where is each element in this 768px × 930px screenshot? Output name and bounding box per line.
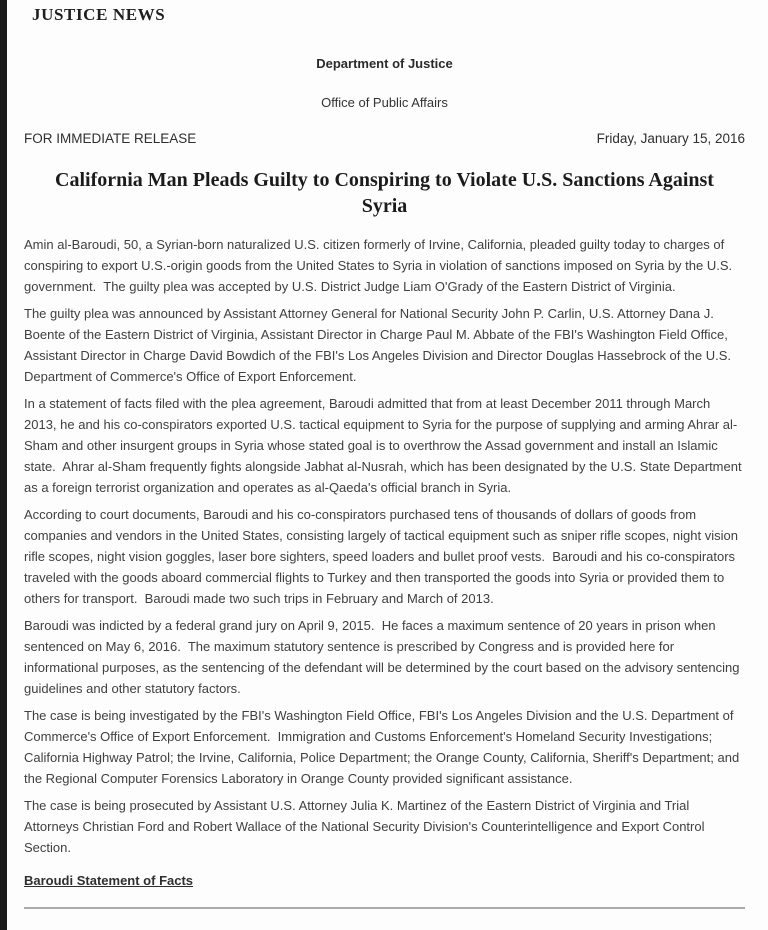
department-name: Department of Justice	[316, 56, 453, 71]
press-release-paragraph: Baroudi was indicted by a federal grand jury on April 9, 2015. He faces a maximum sentence of 20 years in prison when sentenced on May 6, 2016. The maximum statutory sentence is prescribed by Congress and is provided here for informational purposes, as the sentencing of the defendant will be determined by the court based on the advisory sentencing guidelines and other statutory factors.	[24, 618, 744, 696]
release-info-row	[24, 131, 745, 146]
press-release-page	[7, 0, 768, 930]
masthead-brand: JUSTICE NEWS	[32, 5, 166, 24]
release-date: Friday, January 15, 2016	[596, 131, 745, 146]
statement-of-facts-link[interactable]: Baroudi Statement of Facts	[24, 873, 194, 888]
page-edge-bar	[0, 0, 7, 930]
press-release-paragraph: The case is being investigated by the FBI's Washington Field Office, FBI's Los Angeles Division and the U.S. Department of Commerce's Office of Export Enforcement. Immigration and Customs Enforcement's Homeland Security Investigations; California Highway Patrol; the Irvine, California, Police Department; the Orange County, California, Sheriff's Department; and the Regional Computer Forensics Laboratory in Orange County provided significant assistance.	[24, 708, 743, 786]
footer-divider	[24, 907, 745, 909]
press-release-paragraph: Amin al-Baroudi, 50, a Syrian-born naturalized U.S. citizen formerly of Irvine, California, pleaded guilty today to charges of conspiring to export U.S.-origin goods from the United States to Syria in violation of sanctions imposed on Syria by the U.S. government. The guilty plea was accepted by U.S. District Judge Liam O'Grady of the Eastern District of Virginia.	[24, 237, 736, 294]
press-release-paragraph: The case is being prosecuted by Assistant U.S. Attorney Julia K. Martinez of the Eastern District of Virginia and Trial Attorneys Christian Ford and Robert Wallace of the National Security Division's Counterintelligence and Export Control Section.	[24, 798, 709, 855]
office-name: Office of Public Affairs	[321, 95, 448, 110]
press-release-paragraph: In a statement of facts filed with the plea agreement, Baroudi admitted that from at least December 2011 through March 2013, he and his co-conspirators exported U.S. tactical equipment to Syria for the purpose of supplying and arming Ahrar al-Sham and other insurgent groups in Syria whose stated goal is to overthrow the Assad government and install an Islamic state. Ahrar al-Sham frequently fights alongside Jabhat al-Nusrah, which has been designated by the U.S. State Department as a foreign terrorist organization and operates as al-Qaeda's official branch in Syria.	[24, 396, 746, 495]
press-release-paragraph: The guilty plea was announced by Assistant Attorney General for National Security John P. Carlin, U.S. Attorney Dana J. Boente of the Eastern District of Virginia, Assistant Director in Charge Paul M. Abbate of the FBI's Washington Field Office, Assistant Director in Charge David Bowdich of the FBI's Los Angeles Division and Director Douglas Hassebrock of the U.S. Department of Commerce's Office of Export Enforcement.	[24, 306, 735, 384]
press-release-body	[24, 234, 745, 858]
release-type-label: FOR IMMEDIATE RELEASE	[24, 131, 197, 146]
attachment-section	[24, 872, 745, 890]
press-release-title: California Man Pleads Guilty to Conspiring to Violate U.S. Sanctions Against Syria	[55, 169, 714, 217]
press-release-paragraph: According to court documents, Baroudi and his co-conspirators purchased tens of thousands of dollars of goods from companies and vendors in the United States, consisting largely of tactical equipment such as sniper rifle scopes, night vision rifle scopes, night vision goggles, laser bore sighters, speed loaders and bullet proof vests. Baroudi and his co-conspirators traveled with the goods aboard commercial flights to Turkey and then transported the goods into Syria or provided them to others for transport. Baroudi made two such trips in February and March of 2013.	[24, 507, 742, 606]
